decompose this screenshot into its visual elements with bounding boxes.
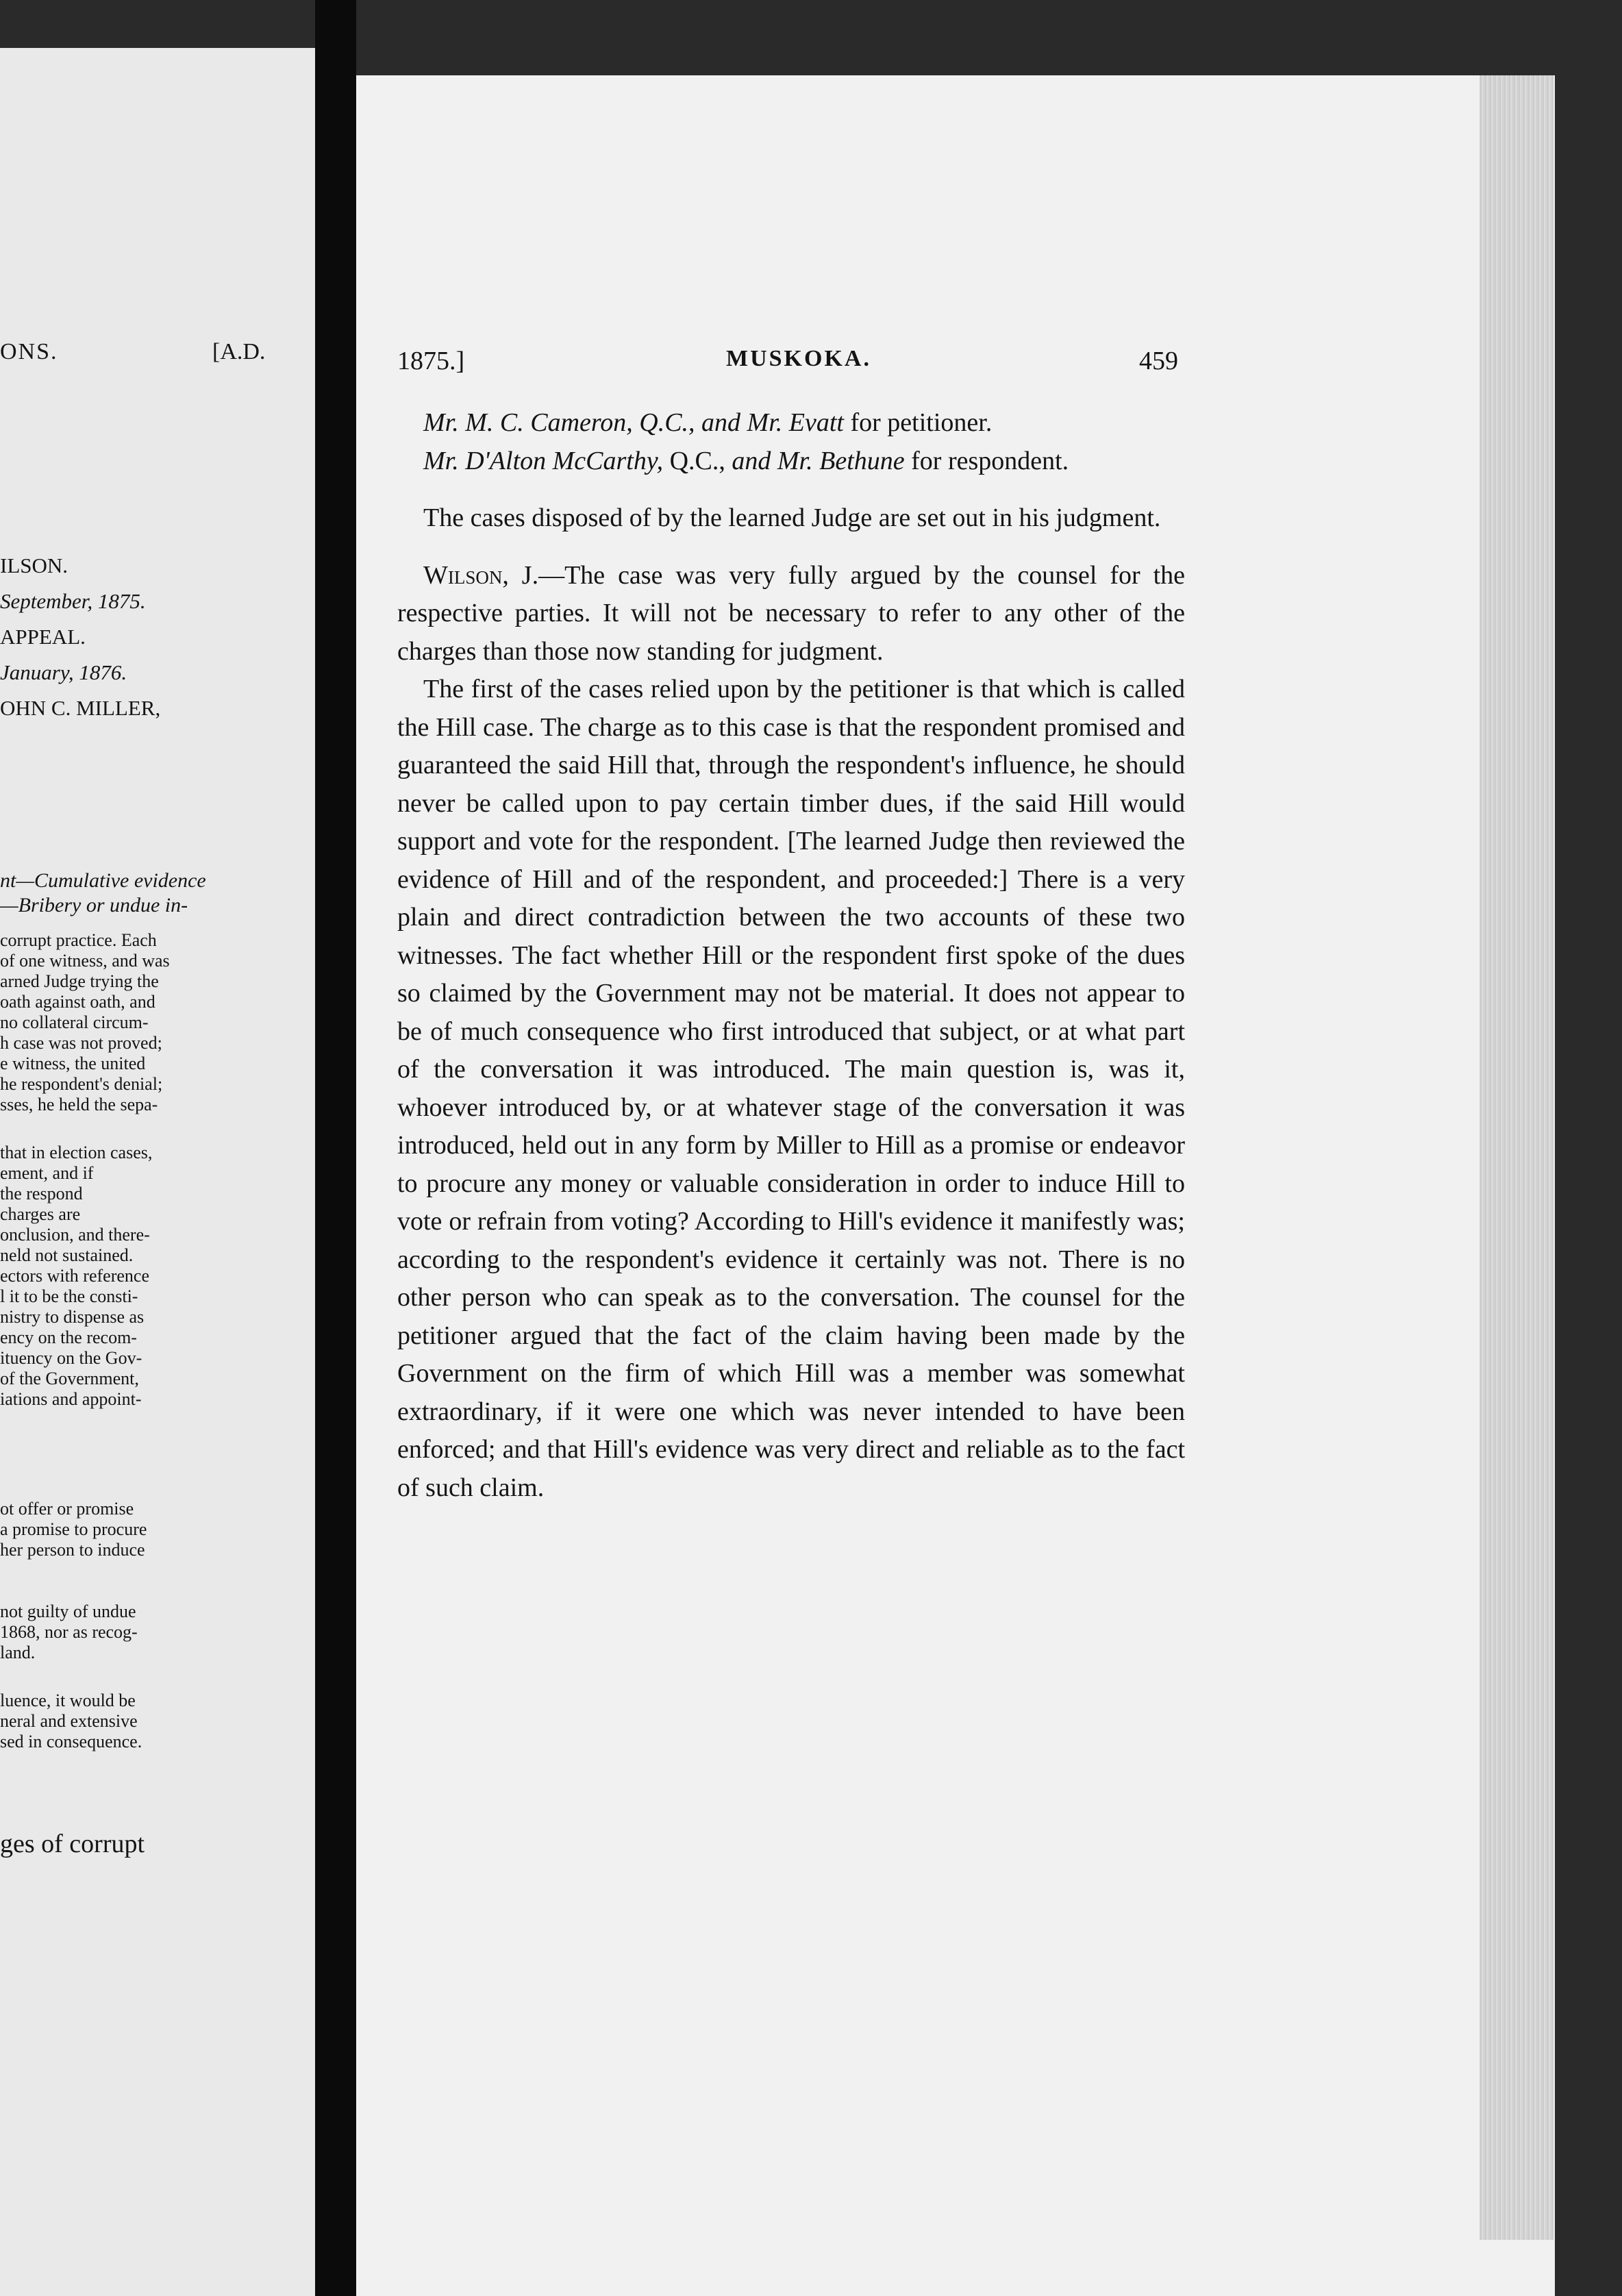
page-number: 459 <box>1139 347 1178 375</box>
syllabus-line: neld not sustained. <box>0 1245 134 1265</box>
counsel-role: for petitioner. <box>850 408 993 437</box>
headnote-line: —Bribery or undue in- <box>0 894 188 916</box>
syllabus-line: ement, and if <box>0 1163 94 1183</box>
counsel-name-2: Mr. Bethune <box>777 446 905 475</box>
running-head <box>397 346 1178 380</box>
syllabus-line: he respondent's denial; <box>0 1074 163 1094</box>
left-tail-text <box>0 1829 240 1859</box>
judge-name: Wilson, J. <box>423 560 539 590</box>
syllabus-line: sses, he held the sepa- <box>0 1095 158 1114</box>
left-syllabus-1 <box>0 930 240 1115</box>
syllabus-line: the respond <box>0 1184 83 1203</box>
caption-line: January, 1876. <box>0 660 127 684</box>
counsel-name: Mr. D'Alton McCarthy, <box>423 446 664 475</box>
left-page <box>0 48 315 2296</box>
syllabus-line: oath against oath, and <box>0 992 155 1012</box>
page-edge <box>1480 75 1554 2240</box>
syllabus-line: ituency on the Gov- <box>0 1348 142 1368</box>
counsel-role: for respondent. <box>911 446 1069 475</box>
tail-line: ges of corrupt <box>0 1830 145 1858</box>
left-syllabus-4 <box>0 1601 240 1663</box>
syllabus-line: sed in consequence. <box>0 1732 142 1751</box>
syllabus-line: l it to be the consti- <box>0 1286 138 1306</box>
headnote-line: nt—Cumulative evidence <box>0 869 206 892</box>
syllabus-line: ot offer or promise <box>0 1499 134 1519</box>
syllabus-line: 1868, nor as recog- <box>0 1622 138 1642</box>
intro-paragraph: The cases disposed of by the learned Judge are set out in his judgment. <box>423 503 1161 532</box>
syllabus-line: that in election cases, <box>0 1143 153 1162</box>
syllabus-line: no collateral circum- <box>0 1012 149 1032</box>
syllabus-line: neral and extensive <box>0 1711 138 1731</box>
syllabus-line: a promise to procure <box>0 1519 147 1539</box>
syllabus-line: onclusion, and there- <box>0 1225 150 1245</box>
syllabus-line: of one witness, and was <box>0 951 170 971</box>
syllabus-line: corrupt practice. Each <box>0 930 157 950</box>
judgment-paragraph-2: The first of the cases relied upon by the petitioner is that which is called the Hill case. The charge as to this case is that the respondent promised and guaranteed the said Hill that, through the respondent's influence, he should never be called upon to pay certain timber dues, if the said Hill would support and vote for the respondent. [The learned Judge then reviewed the evidence of Hill and of the respondent, and proceeded:] There is a very plain and direct contradiction between the two accounts of these two witnesses. The fact whether Hill or the respondent first spoke of the dues so claimed by the Government may not be material. It does not appear to be of much consequence who first introduced that subject, or at what part of the conversation it was introduced. The main question is, was it, whoever introduced by, or at whatever stage of the conversation it was introduced, held out in any form by Miller to Hill as a promise or endeavor to procure any money or valuable consideration in order to induce Hill to vote or refrain from voting? According to Hill's evidence it manifestly was; according to the respondent's evidence it certainly was not. There is no other person who can speak as to the conversation. The counsel for the petitioner argued that the fact of the claim having been made by the Government on the firm of which Hill was a member was somewhat extraordinary, if it were one which was never intended to have been enforced; and that Hill's evidence was very direct and reliable as to the fact of such claim. <box>397 675 1185 1502</box>
counsel-respondent <box>397 442 1185 481</box>
syllabus-line: e witness, the united <box>0 1053 146 1073</box>
syllabus-line: charges are <box>0 1204 81 1224</box>
syllabus-line: ectors with reference <box>0 1266 149 1286</box>
left-syllabus-3 <box>0 1499 240 1560</box>
running-head-title: MUSKOKA. <box>726 346 871 371</box>
left-running-head: ONS. <box>0 339 58 364</box>
syllabus-line: nistry to dispense as <box>0 1307 145 1327</box>
syllabus-line: ency on the recom- <box>0 1327 137 1347</box>
counsel-names: Mr. M. C. Cameron, Q.C., and Mr. Evatt <box>423 408 844 437</box>
book-gutter <box>315 0 356 2296</box>
left-syllabus-5 <box>0 1690 240 1752</box>
syllabus-line: land. <box>0 1643 36 1662</box>
left-running-head-right: [A.D. <box>212 339 266 364</box>
judgment-text: —The case was very fully argued by the counsel for the respective parties. It will not be necessary to refer to any other of the charges than those now standing for judgment. <box>397 560 1185 666</box>
syllabus-line: her person to induce <box>0 1540 145 1560</box>
counsel-qc: Q.C., <box>669 446 725 475</box>
running-head-year: 1875.] <box>397 347 465 375</box>
left-headnote <box>0 869 240 918</box>
counsel-petitioner <box>397 404 1185 442</box>
judgment-paragraph-1 <box>397 557 1185 671</box>
left-syllabus-2 <box>0 1143 240 1410</box>
caption-line: ILSON. <box>0 553 68 577</box>
body-text <box>397 404 1185 1507</box>
syllabus-line: luence, it would be <box>0 1690 136 1710</box>
caption-line: OHN C. MILLER, <box>0 696 161 720</box>
syllabus-line: not guilty of undue <box>0 1601 136 1621</box>
syllabus-line: iations and appoint- <box>0 1389 142 1409</box>
counsel-and: and <box>732 446 771 475</box>
syllabus-line: h case was not proved; <box>0 1033 162 1053</box>
caption-line: APPEAL. <box>0 625 86 649</box>
syllabus-line: of the Government, <box>0 1369 139 1388</box>
left-case-caption <box>0 548 240 726</box>
caption-line: September, 1875. <box>0 589 146 613</box>
syllabus-line: arned Judge trying the <box>0 971 159 991</box>
